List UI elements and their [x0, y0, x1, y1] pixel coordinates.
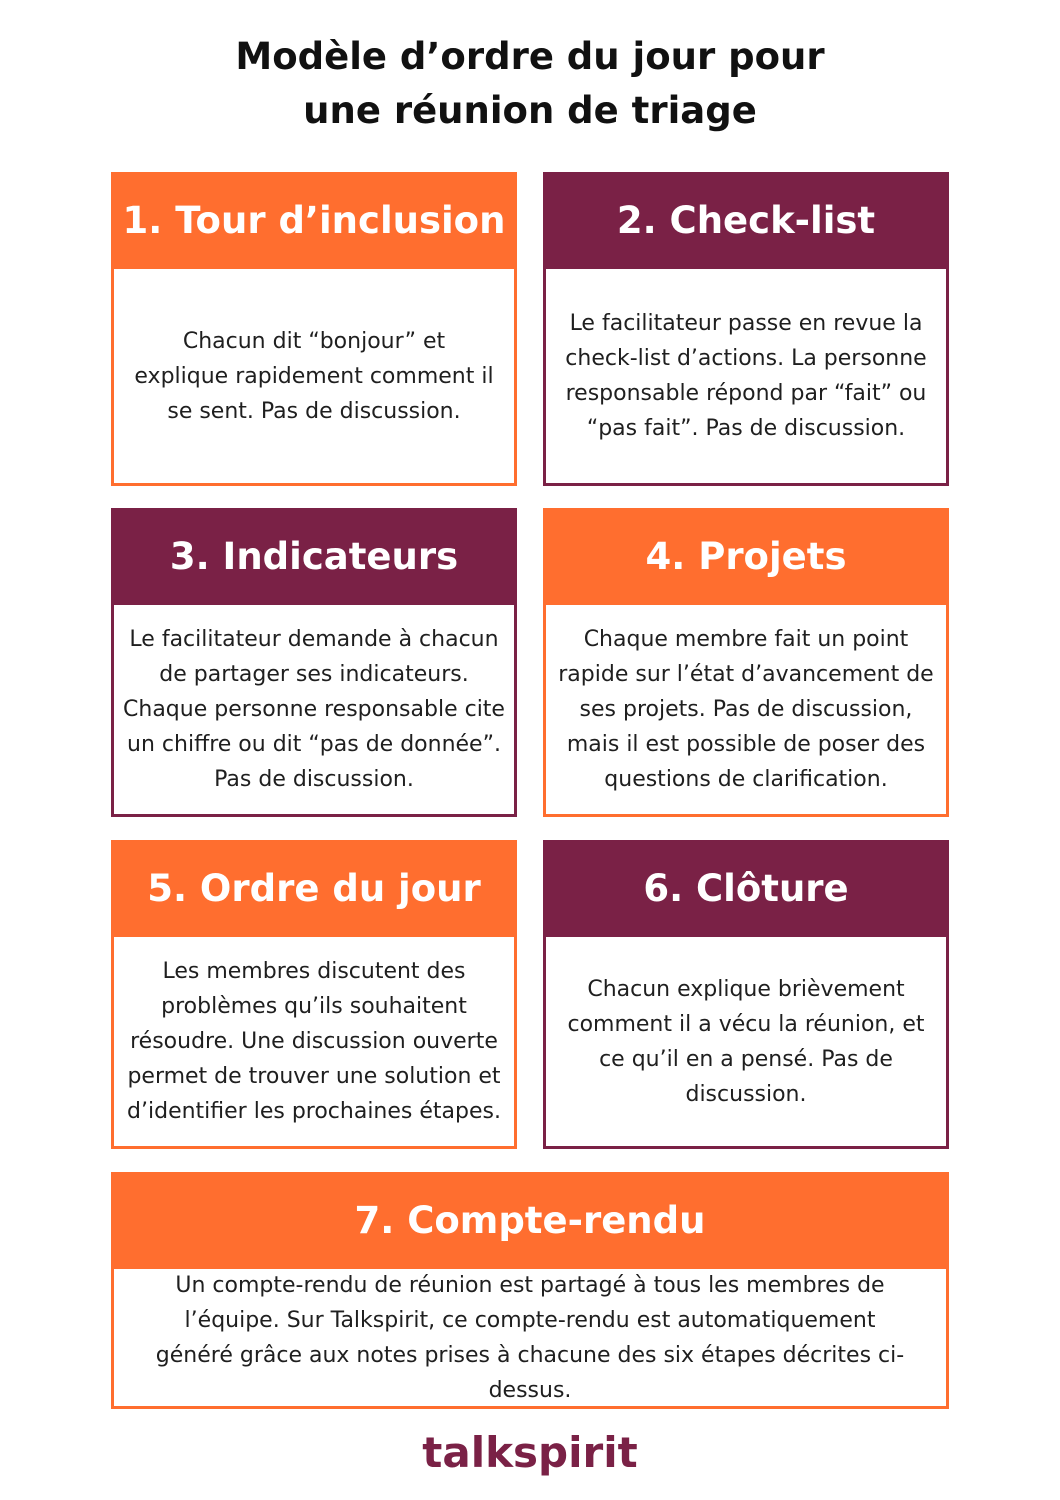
step-description: Le facilitateur demande à chacun de partager ses indicateurs. Chaque personne responsable cite un chiffre ou dit “pas de donnée”. Pas de discussion.: [111, 605, 517, 817]
step-heading: 2. Check-list: [543, 172, 949, 269]
step-card-2: [543, 172, 949, 486]
step-description: Le facilitateur passe en revue la check-list d’actions. La personne responsable répond par “fait” ou “pas fait”. Pas de discussion.: [543, 269, 949, 486]
svg-text:talkspirit: talkspirit: [422, 1428, 638, 1477]
step-heading: 1. Tour d’inclusion: [111, 172, 517, 269]
step-description: Chaque membre fait un point rapide sur l’état d’avancement de ses projets. Pas de discussion, mais il est possible de poser des questions de clarification.: [543, 605, 949, 817]
title-line-2: une réunion de triage: [303, 89, 757, 132]
step-heading: 7. Compte-rendu: [111, 1172, 949, 1269]
talkspirit-logo: [0, 1422, 1060, 1488]
step-description: Chacun dit “bonjour” et explique rapidement comment il se sent. Pas de discussion.: [111, 269, 517, 486]
step-heading: 3. Indicateurs: [111, 508, 517, 605]
page-title: [0, 30, 1060, 138]
title-line-1: Modèle d’ordre du jour pour: [235, 35, 825, 78]
step-card-3: [111, 508, 517, 817]
step-description: Les membres discutent des problèmes qu’ils souhaitent résoudre. Une discussion ouverte permet de trouver une solution et d’identifier les prochaines étapes.: [111, 937, 517, 1149]
step-description: Chacun explique brièvement comment il a vécu la réunion, et ce qu’il en a pensé. Pas de discussion.: [543, 937, 949, 1149]
step-heading: 4. Projets: [543, 508, 949, 605]
talkspirit-logo-wordmark: [400, 1422, 660, 1484]
step-card-6: [543, 840, 949, 1149]
step-card-5: [111, 840, 517, 1149]
step-card-7: [111, 1172, 949, 1409]
step-heading: 6. Clôture: [543, 840, 949, 937]
step-card-4: [543, 508, 949, 817]
step-heading: 5. Ordre du jour: [111, 840, 517, 937]
step-description: Un compte-rendu de réunion est partagé à tous les membres de l’équipe. Sur Talkspirit, ce compte-rendu est automatiquement généré grâce aux notes prises à chacune des six étapes décrites ci-dessus.: [111, 1269, 949, 1409]
step-card-1: [111, 172, 517, 486]
